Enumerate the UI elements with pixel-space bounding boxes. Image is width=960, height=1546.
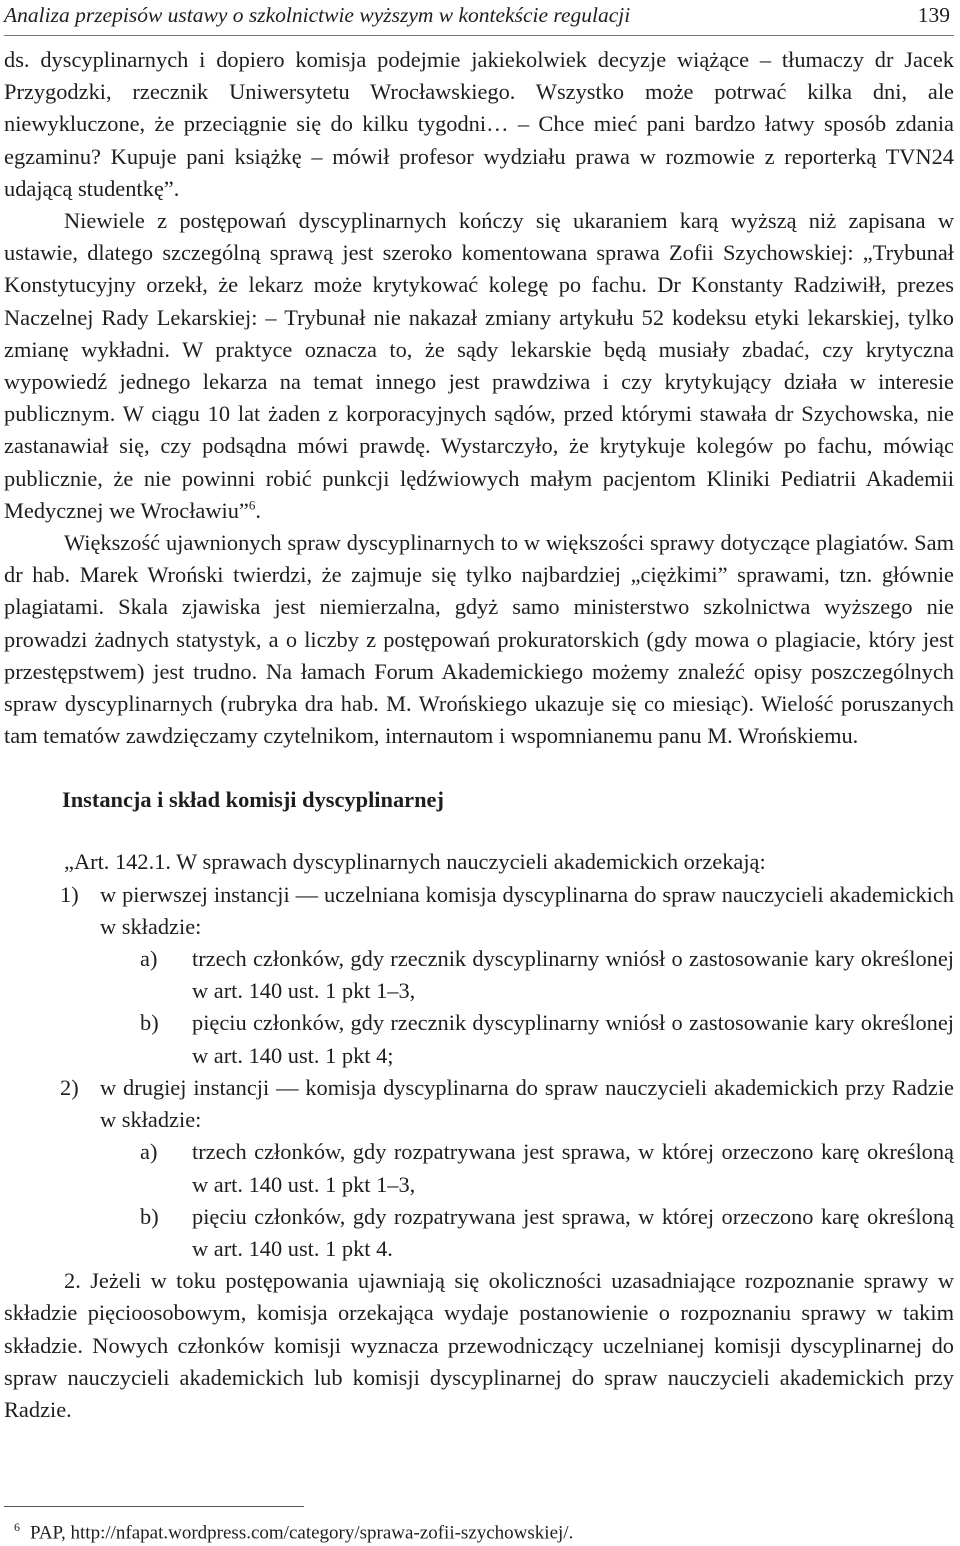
- sub-item-text: pięciu członków, gdy rzecznik dyscyplinarny wniósł o zastosowanie kary określonej w art. 140 ust. 1 pkt 4;: [192, 1010, 954, 1068]
- running-title: Analiza przepisów ustawy o szkolnictwie wyższym w kontekście regulacji: [4, 3, 631, 27]
- sub-item-marker: b): [140, 1010, 159, 1036]
- page-body: [4, 44, 954, 1426]
- list-item-first-instance: [4, 879, 954, 943]
- paragraph-end: .: [255, 497, 261, 523]
- list-marker: 1): [60, 881, 79, 907]
- list-marker: 2): [60, 1074, 79, 1100]
- page-number: 139: [917, 3, 950, 27]
- sub-item-marker: a): [140, 1139, 158, 1165]
- sub-item-text: trzech członków, gdy rozpatrywana jest sprawa, w której orzeczono karę określoną w art. 140 ust. 1 pkt 1–3,: [192, 1139, 954, 1197]
- sub-item-text: pięciu członków, gdy rozpatrywana jest sprawa, w której orzeczono karę określoną w art. 140 ust. 1 pkt 4.: [192, 1203, 954, 1261]
- footnote-text: PAP, http://nfapat.wordpress.com/category/sprawa-zofii-szychowskiej/.: [30, 1522, 574, 1544]
- paragraph-text: Niewiele z postępowań dyscyplinarnych kończy się ukaraniem karą wyższą niż zapisana w ustawie, dlatego szczególną sprawą jest szeroko komentowana sprawa Zofii Szychowskiej: „Trybunał Konstytucyjny orzekł, że lekarz może krytykować kolegę po fachu. Dr Konstanty Radziwiłł, prezes Naczelnej Rady Lekarskiej: – Trybunał nie nakazał zmiany artykułu 52 kodeksu etyki lekarskiej, tylko zmianę wykładni. W praktyce oznacza to, że sądy lekarskie będą musiały zbadać, czy krytyczna wypowiedź jednego lekarza na temat innego jest prawdziwa i czy krytykujący działa w interesie publicznym. W ciągu 10 lat żaden z korporacyjnych sądów, przed którymi stawała dr Szychowska, nie zastanawiał się, czy podsądna mówi prawdę. Wystarczyło, że krytykuje kolegów po fachu, mówiąc publicznie, że nie powinni robić punkcji lędźwiowych małym pacjentom Kliniki Pediatrii Akademii Medycznej we Wrocławiu”: [4, 208, 954, 523]
- paragraph-plagiarism: Większość ujawnionych spraw dyscyplinarnych to w większości sprawy dotyczące plagiatów. Sam dr hab. Marek Wroński twierdzi, że zajmuje się tylko najbardziej „ciężkimi” sprawami, tzn. głównie plagiatami. Skala zjawiska jest niemierzalna, gdyż samo ministerstwo szkolnictwa wyższego nie prowadzi żadnych statystyk, a o liczby z postępowań prokuratorskich (gdy mowa o plagiacie, który jest przestępstwem) jest trudno. Na łamach Forum Akademickiego możemy znaleźć opisy poszczególnych spraw dyscyplinarnych (rubryka dra hab. M. Wrońskiego ukazuje się co miesiąc). Wielość poruszanych tam tematów zawdzięczamy czytelnikom, internautom i wspomnianemu panu M. Wrońskiemu.: [4, 530, 954, 749]
- sub-item-text: trzech członków, gdy rzecznik dyscyplinarny wniósł o zastosowanie kary określonej w art. 140 ust. 1 pkt 1–3,: [192, 946, 954, 1004]
- sub-item: [4, 1201, 954, 1265]
- list-item-text: w drugiej instancji — komisja dyscyplinarna do spraw nauczycieli akademickich przy Radzie w składzie:: [100, 1074, 954, 1133]
- sub-item: [4, 1007, 954, 1071]
- paragraph-szychowska: [4, 205, 954, 527]
- footnote: [14, 1514, 944, 1546]
- list-item-text: w pierwszej instancji — uczelniana komisja dyscyplinarna do spraw nauczycieli akademickich w składzie:: [100, 881, 954, 939]
- header-divider: [4, 35, 954, 36]
- sub-item-marker: a): [140, 946, 158, 972]
- sub-item-marker: b): [140, 1203, 159, 1229]
- list-item-second-instance: [4, 1072, 954, 1136]
- sub-item: [4, 1136, 954, 1200]
- footnote-reference: 6: [248, 497, 256, 513]
- article-lead: „Art. 142.1. W sprawach dyscyplinarnych nauczycieli akademickich orzekają:: [64, 849, 766, 875]
- footnote-divider: [4, 1506, 304, 1507]
- running-header: [4, 2, 954, 28]
- paragraph-continuation: ds. dyscyplinarnych i dopiero komisja podejmie jakiekolwiek decyzje wiążące – tłumaczy dr Jacek Przygodzki, rzecznik Uniwersytetu Wrocławskiego. Wszystko może potrwać kilka dni, ale niewykluczone, że przeciągnie się do kilku tygodni… – Chce mieć pani bardzo łatwy sposób zdania egzaminu? Kupuje pani książkę – mówił profesor wydziału prawa w rozmowie z reporterką TVN24 udającą studentkę”.: [4, 47, 954, 201]
- section-heading: Instancja i skład komisji dyscyplinarnej: [62, 787, 444, 813]
- paragraph-article-2: 2. Jeżeli w toku postępowania ujawniają się okoliczności uzasadniające rozpoznanie sprawy w składzie pięcioosobowym, komisja orzekająca wydaje postanowienie o rozpoznaniu sprawy w takim składzie. Nowych członków komisji wyznacza przewodniczący uczelnianej komisji dyscyplinarnej do spraw nauczycieli akademickich lub komisji dyscyplinarnej do spraw nauczycieli akademickich przy Radzie.: [4, 1268, 954, 1422]
- footnote-mark: 6: [14, 1520, 20, 1534]
- sub-item: [4, 943, 954, 1007]
